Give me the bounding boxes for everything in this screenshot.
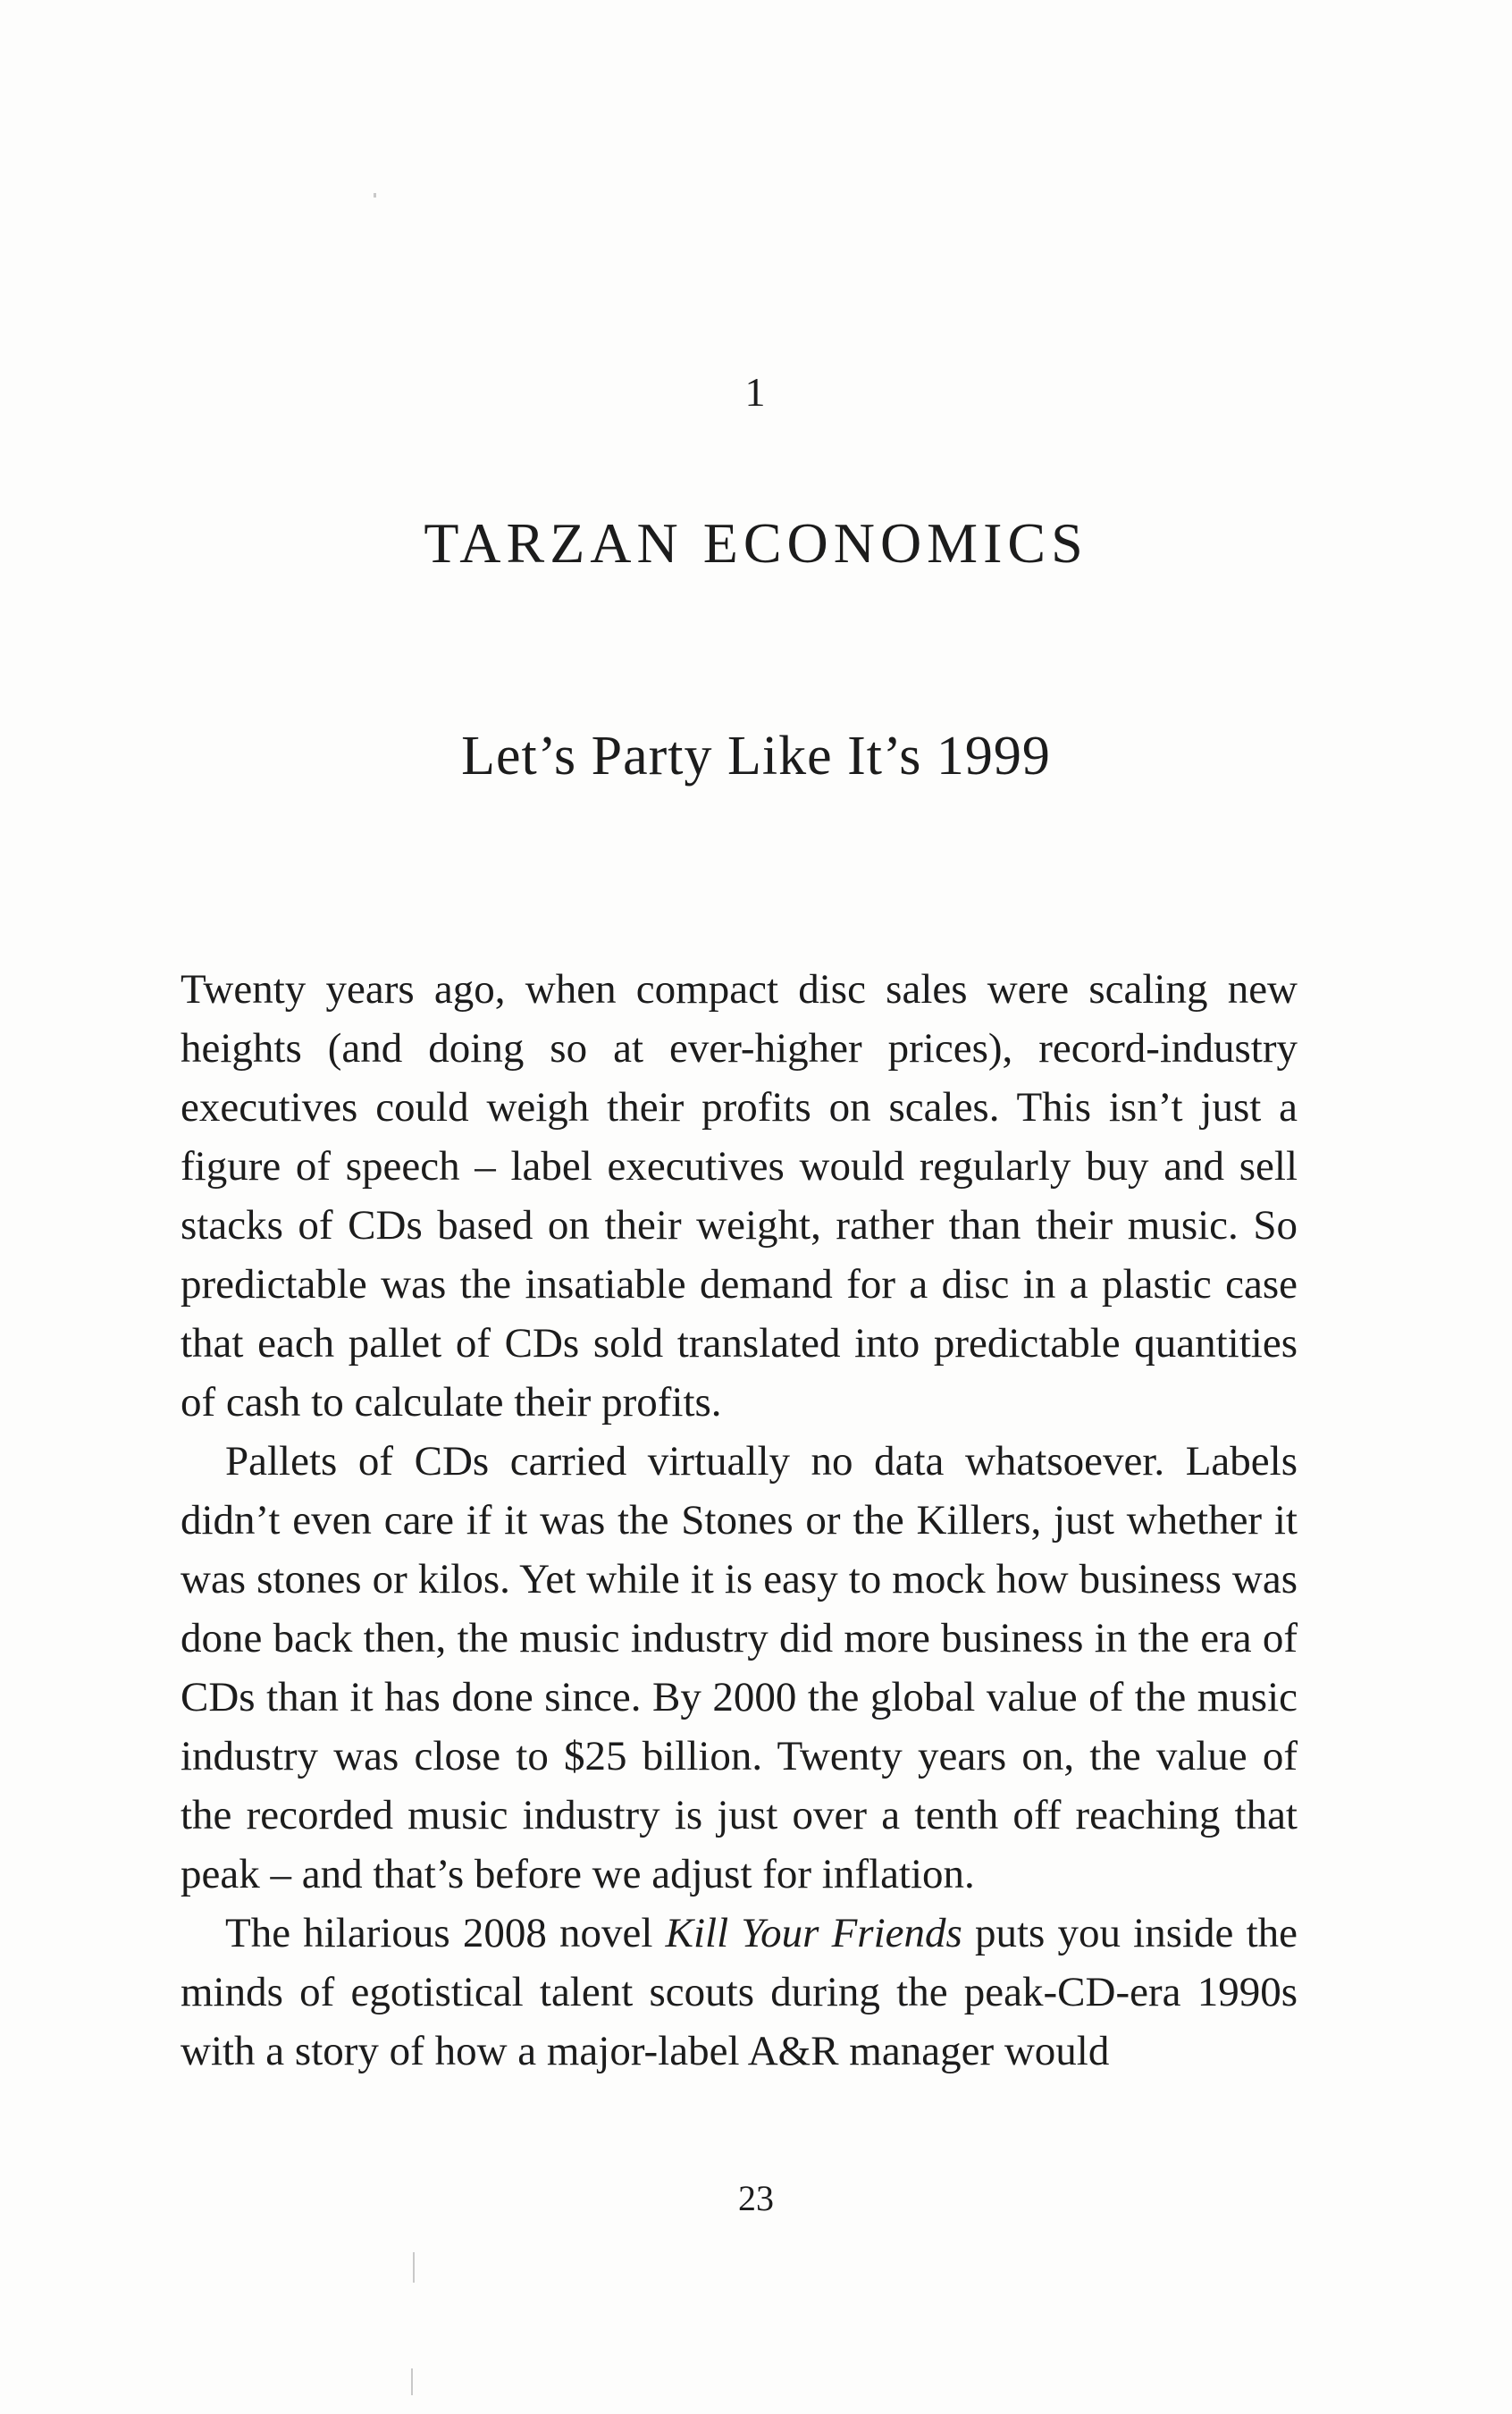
- paragraph-3-rest: puts you inside the minds of egotistical talent scouts during the peak-CD-era 1990s with a story of how a major-label A&R manager would: [181, 1910, 1298, 2074]
- chapter-number: 1: [744, 369, 768, 415]
- page-number: 23: [738, 2178, 774, 2218]
- paragraph-1: Twenty years ago, when compact disc sales were scaling new heights (and doing so at ever-higher prices), record-industry executives could weigh their profits on scales. This isn’t just a figure of speech – label executives would regularly buy and sell stacks of CDs based on their weight, rather than their music. So predictable was the insatiable demand for a disc in a plastic case that each pallet of CDs sold translated into predictable quantities of cash to calculate their profits.: [181, 966, 1298, 1426]
- scan-speck: [413, 2252, 415, 2283]
- paragraph-3-lead: The hilarious 2008 novel: [225, 1910, 666, 1956]
- chapter-title: TARZAN ECONOMICS: [424, 510, 1088, 575]
- scan-speck: [374, 193, 376, 198]
- section-title: Let’s Party Like It’s 1999: [461, 726, 1051, 787]
- body-text: [181, 960, 1298, 2081]
- book-title-italic: Kill Your Friends: [665, 1910, 962, 1956]
- paragraph-3: [181, 1904, 1298, 2081]
- scan-speck: [411, 2368, 413, 2395]
- paragraph-2: Pallets of CDs carried virtually no data whatsoever. Labels didn’t even care if it was the Stones or the Killers, just whether it was stones or kilos. Yet while it is easy to mock how business was done back then, the music industry did more business in the era of CDs than it has done since. By 2000 the global value of the music industry was close to $25 billion. Twenty years on, the value of the recorded music industry is just over a tenth off reaching that peak – and that’s before we adjust for inflation.: [181, 1438, 1298, 1897]
